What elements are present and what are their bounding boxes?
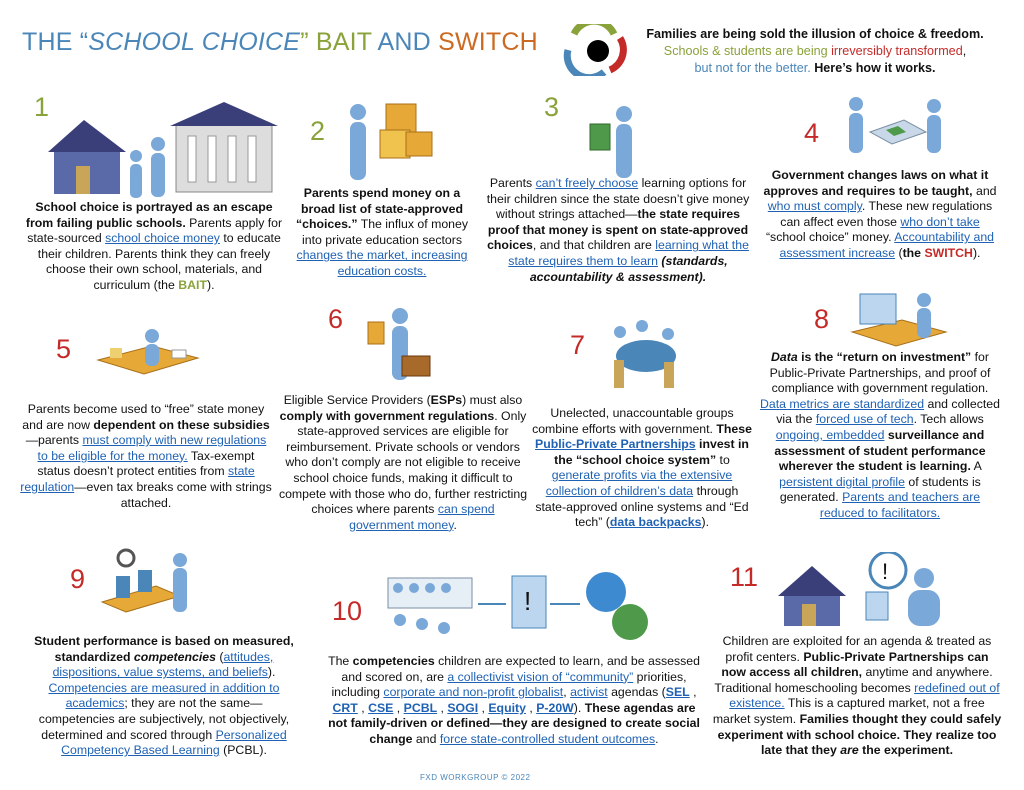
section-9-text: Student performance is based on measured, standardized competencies (attitudes, dispositions, value systems, and beliefs). Competencies are measured in addition to academics; they are not the same—competencies are subjectively, not objectively, determined and scored through Personalized Competency Based Learning (PCBL). [34, 634, 294, 758]
p20w-link[interactable]: P-20W [536, 700, 574, 715]
section-number-11: 11 [730, 562, 759, 592]
section-1-text: School choice is portrayed as an escape from failing public schools. Parents apply for state-sourced school choice money to educate their children. Parents think they can freely choose their own school, materials, and curriculum (the BAIT). [25, 200, 283, 292]
data-metrics-link[interactable]: Data metrics are standardized [760, 396, 925, 411]
section-2-text: Parents spend money on a broad list of state-approved “choices.” The influx of money into private education sectors changes the market, increasing education costs. [295, 186, 469, 278]
cse-link[interactable]: CSE [368, 700, 394, 715]
section-number-2: 2 [310, 116, 326, 146]
persistent-digital-profile-link[interactable]: persistent digital profile [779, 474, 905, 489]
section-number-1: 1 [34, 92, 50, 122]
svg-text:!: ! [882, 559, 889, 584]
people-meeting-table-icon [602, 312, 686, 392]
swirl-logo-icon [560, 24, 638, 76]
section-8-text: Data is the “return on investment” for Public-Private Partnerships, and proof of compliance with government regulation. Data metrics are standardized and collected via the forced use of tech. Tech allows ongoing, embedded surveillance and assessment of student performance wherever the student is learning. A persistent digital profile of students is generated. Parents and teachers are reduced to facilitators. [760, 350, 1000, 520]
who-must-comply-link[interactable]: who must comply [767, 199, 862, 214]
accountability-link[interactable]: Accountability and assessment increase [779, 230, 995, 260]
pcbl-link[interactable]: Personalized Competency Based Learning [61, 727, 287, 758]
person-at-desk-money-icon [92, 324, 202, 386]
force-outcomes-link[interactable]: force state-controlled student outcomes [439, 731, 656, 746]
equity-link[interactable]: Equity [488, 700, 526, 715]
section-number-9: 9 [70, 564, 86, 594]
globalist-link[interactable]: corporate and non-profit globalist [383, 685, 564, 700]
section-6-text: Eligible Service Providers (ESPs) must also comply with government regulations. Only state-approved services are eligible for reimbursement. Private schools or vendors who don’t comply are not eligible to receive school choice funds, making it difficult to compete with those who do, further restricting choices where parents can spend government money. [278, 393, 528, 532]
page-title: THE “SCHOOL CHOICE” BAIT AND SWITCH [22, 28, 538, 56]
cant-freely-choose-link[interactable]: can’t freely choose [535, 176, 639, 190]
public-private-partnerships-link[interactable]: Public-Private Partnerships [535, 437, 696, 452]
competencies-measured-link[interactable]: Competencies are measured in addition to academics [48, 680, 280, 711]
sel-link[interactable]: SEL [665, 685, 690, 700]
classroom-clipboard-globe-icon [384, 568, 664, 644]
parents-teachers-link[interactable]: Parents and teachers are reduced to facilitators. [819, 490, 981, 520]
tagline: Families are being sold the illusion of choice & freedom. Schools & students are being irreversibly transformed, but not for the better. Here’s how it works. [646, 27, 984, 75]
who-dont-take-link[interactable]: who don’t take [900, 214, 980, 229]
learning-state-requires-link[interactable]: learning what the state requires them to learn [508, 238, 749, 268]
crt-link[interactable]: CRT [332, 700, 358, 715]
activist-link[interactable]: activist [570, 685, 608, 700]
person-with-boxes-icon [340, 96, 440, 186]
collectivist-vision-link[interactable]: a collectivist vision of “community” [447, 669, 634, 684]
attitudes-link[interactable]: attitudes, dispositions, value systems, and beliefs [52, 649, 274, 680]
section-number-3: 3 [544, 92, 560, 122]
conveyor-measurement-icon [98, 546, 198, 626]
state-regulation-link[interactable]: state regulation [20, 464, 255, 494]
person-with-briefcase-icon [360, 302, 440, 382]
footer-credit: FXD WORKGROUP © 2022 [420, 773, 531, 782]
people-desk-icon [834, 92, 954, 158]
section-number-6: 6 [328, 304, 344, 334]
section-number-8: 8 [814, 304, 830, 334]
person-with-book-icon [580, 100, 660, 180]
svg-text:!: ! [524, 586, 532, 616]
section-11-text: Children are exploited for an agenda & treated as profit centers. Public-Private Partnerships can now access all children, anytime and anywhere. Traditional homeschooling becomes redefined out of existence. This is a captured market, not a free market system. Families thought they could safely experiment with school choice. They realize too late that they are the experiment. [712, 634, 1002, 758]
section-number-4: 4 [804, 118, 820, 148]
house-person-warning-icon [776, 552, 952, 628]
generate-profits-link[interactable]: generate profits via the extensive collection of children’s data [545, 468, 733, 498]
section-number-5: 5 [56, 334, 72, 364]
redefined-out-link[interactable]: redefined out of existence. [729, 680, 1000, 711]
section-number-7: 7 [570, 330, 586, 360]
must-comply-new-regulations-link[interactable]: must comply with new regulations to be eligible for the money. [37, 433, 267, 463]
section-10-text: The competencies children are expected to learn, and be assessed and scored on, are a collectivist vision of “community” priorities, including corporate and non-profit globalist, activist agendas (SEL , CRT , CSE , PCBL , SOGI , Equity , P-20W). These agendas are not family-driven or defined—they are designed to create social change and force state-controlled student outcomes. [328, 654, 700, 746]
forced-use-of-tech-link[interactable]: forced use of tech [815, 412, 914, 427]
section-7-text: Unelected, unaccountable groups combine efforts with government. These Public-Private Partnerships invest in the “school choice system” to generate profits via the extensive collection of children’s data through state-approved online systems and “Ed tech” (data backpacks). [532, 406, 752, 530]
spend-government-money-link[interactable]: can spend government money [349, 502, 495, 532]
person-at-computer-icon [842, 286, 954, 358]
ongoing-embedded-link[interactable]: ongoing, embedded [775, 427, 885, 442]
pcbl-agenda-link[interactable]: PCBL [403, 700, 438, 715]
section-4-text: Government changes laws on what it approves and requires to be taught, and who must comply. These new regulations can affect even those who don’t take “school choice” money. Accountability and assessment increase (the SWITCH). [763, 168, 997, 260]
school-choice-money-link[interactable]: school choice money [105, 231, 220, 246]
sogi-link[interactable]: SOGI [447, 700, 479, 715]
data-backpacks-link[interactable]: data backpacks [609, 515, 702, 530]
changes-market-link[interactable]: changes the market, increasing education costs. [296, 248, 468, 278]
section-number-10: 10 [332, 596, 363, 626]
house-school-people-icon [46, 96, 278, 204]
section-5-text: Parents become used to “free” state money and are now dependent on these subsidies—parents must comply with new regulations to be eligible for the money. Tax-exempt status doesn’t protect entities from state regulation—even tax breaks come with strings attached. [20, 402, 272, 510]
section-3-text: Parents can’t freely choose learning options for their children since the state doesn’t give money without strings attached—the state requires proof that money is spent on state-approved choices, and that children are learning what the state requires them to learn (standards, accountability & assessment). [486, 176, 750, 284]
